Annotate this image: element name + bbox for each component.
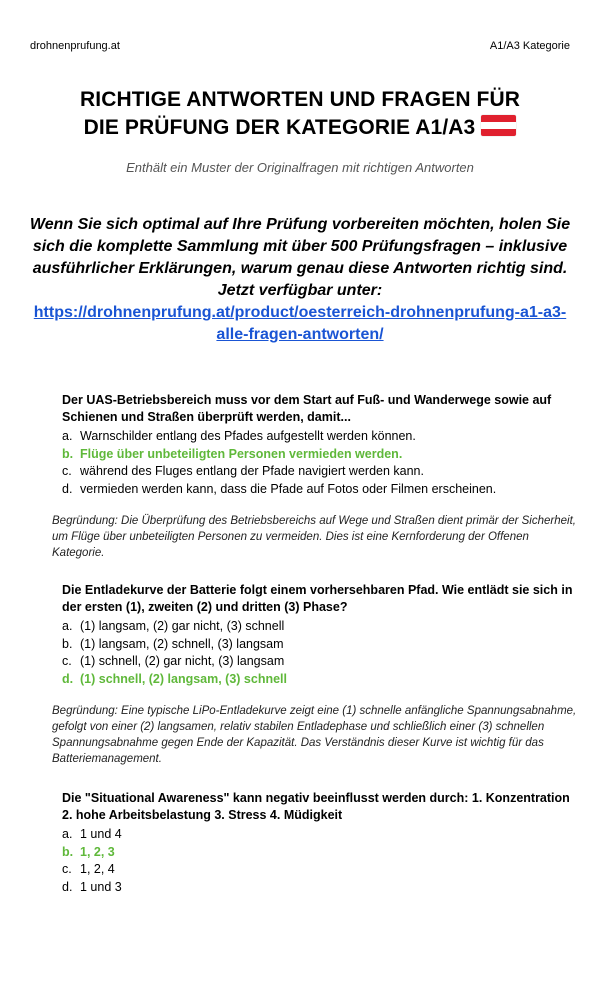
answer-option-a: a. Warnschilder entlang des Pfades aufgestellt werden können.: [62, 429, 416, 443]
reason-text-1: Begründung: Die Überprüfung des Betriebsbereichs auf Wege und Straßen dient primär der Sicherheit, um Flüge über unbeteiligten Personen zu vermeiden. Dies ist eine Kernforderung der Offenen Kategorie.: [52, 515, 576, 559]
answer-option-c: c. während des Fluges entlang der Pfade navigiert werden kann.: [62, 464, 424, 478]
answer-option-b: b. (1) langsam, (2) schnell, (3) langsam: [62, 636, 284, 651]
answer-option-d: d. 1 und 3: [62, 879, 122, 894]
austria-flag-icon: [481, 115, 516, 136]
page-title: [20, 86, 580, 142]
question-text: Die Entladekurve der Batterie folgt einem vorhersehbaren Pfad. Wie entlädt sie sich in der ersten (1), zweiten (2) und dritten (3) Phase?: [62, 583, 573, 614]
question-text: Die "Situational Awareness" kann negativ beeinflusst werden durch: 1. Konzentration 2. hohe Arbeitsbelastung 3. Stress 4. Müdigkeit: [62, 791, 570, 822]
reason-text-2: Begründung: Eine typische LiPo-Entladekurve zeigt eine (1) schnelle anfängliche Spannungsabnahme, gefolgt von einer (2) langsamen, relativ stabilen Entladephase und schließlich einer (3) schnellen Spannungsabnahme gegen Ende der Kapazität. Das Verständnis dieser Kurve ist wichtig für das Batteriemanagement.: [52, 705, 577, 765]
answer-option-d: d. vermieden werden kann, dass die Pfade auf Fotos oder Filmen erscheinen.: [62, 481, 497, 496]
title-line-1: RICHTIGE ANTWORTEN UND FRAGEN FÜR: [80, 88, 520, 111]
question-block-3: [62, 790, 578, 896]
subtitle: Enthält ein Muster der Originalfragen mit richtigen Antworten: [126, 160, 474, 175]
answer-option-b-correct: b. 1, 2, 3: [62, 844, 115, 859]
answer-option-a: a. (1) langsam, (2) gar nicht, (3) schnell: [62, 619, 285, 633]
question-text: Der UAS-Betriebsbereich muss vor dem Start auf Fuß- und Wanderwege sowie auf Schienen und Straßen überprüft werden, damit...: [62, 393, 552, 424]
promo-text: [22, 214, 578, 346]
question-block-2: [62, 582, 578, 688]
title-line-2: DIE PRÜFUNG DER KATEGORIE A1/A3: [20, 114, 580, 142]
site-name: drohnenprufung.at: [30, 40, 120, 52]
answer-option-d-correct: d. (1) schnell, (2) langsam, (3) schnell: [62, 671, 288, 686]
answer-option-a: a. 1 und 4: [62, 827, 122, 841]
answer-option-b-correct: b. Flüge über unbeteiligten Personen vermieden werden.: [62, 446, 403, 461]
category-label: A1/A3 Kategorie: [489, 40, 570, 52]
product-link[interactable]: https://drohnenprufung.at/product/oesterreich-drohnenprufung-a1-a3-alle-fragen-antworten/: [33, 304, 567, 343]
question-block-1: [62, 392, 578, 498]
answer-option-c: c. 1, 2, 4: [62, 862, 115, 876]
promo-body: Wenn Sie sich optimal auf Ihre Prüfung vorbereiten möchten, holen Sie sich die komplette Sammlung mit über 500 Prüfungsfragen – inklusive ausführlicher Erklärungen, warum genau diese Antworten richtig sind. Jetzt verfügbar unter:: [29, 216, 571, 299]
page-header: [30, 40, 570, 56]
answer-option-c: c. (1) schnell, (2) gar nicht, (3) langsam: [62, 654, 285, 668]
